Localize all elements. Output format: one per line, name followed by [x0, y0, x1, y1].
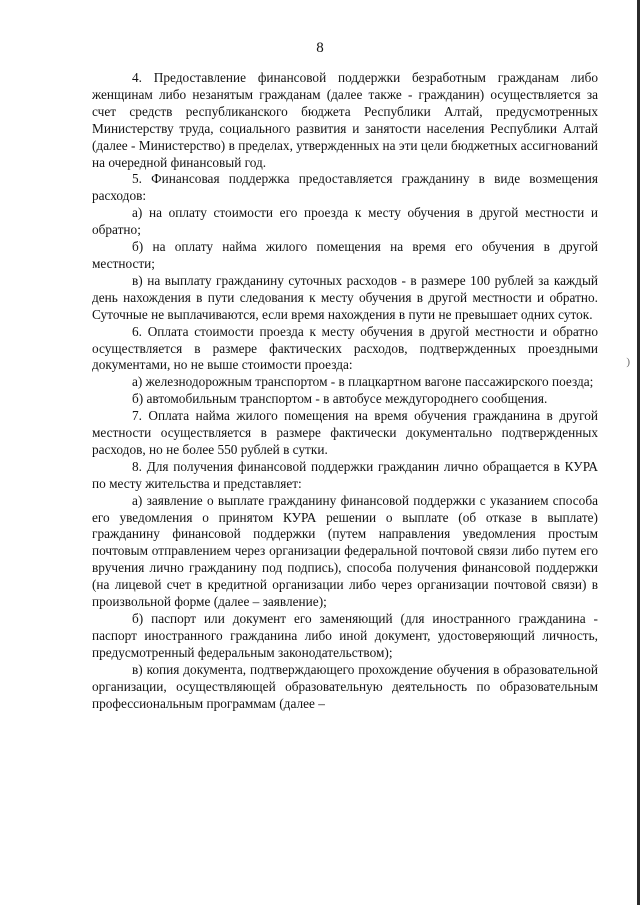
- paragraph-5-a: а) на оплату стоимости его проезда к месту обучения в другой местности и обратно;: [92, 205, 598, 238]
- paragraph-8-b: б) паспорт или документ его заменяющий (для иностранного гражданина - паспорт иностранного гражданина либо иной документ, удостоверяющий личность, предусмотренный федеральным законодательством);: [92, 611, 598, 660]
- paragraph-8-a: а) заявление о выплате гражданину финансовой поддержки с указанием способа его уведомления о принятом КУРА решении о выплате (об отказе в выплате) гражданину финансовой поддержки (путем направления уведомления простым почтовым отправлением через организации федеральной почтовой связи либо путем его вручения лично гражданину под подпись), способа получения финансовой поддержки (на лицевой счет в кредитной организации либо через организации почтовой связи) в произвольной форме (далее – заявление);: [92, 492, 598, 610]
- paragraph-5: 5. Финансовая поддержка предоставляется гражданину в виде возмещения расходов:: [92, 171, 598, 204]
- paragraph-6: 6. Оплата стоимости проезда к месту обучения в другой местности и обратно осуществляется в размере фактических расходов, подтвержденных проездными документами, но не выше стоимости проезда:: [92, 323, 598, 373]
- paragraph-6-a: а) железнодорожным транспортом - в плацкартном вагоне пассажирского поезда;: [132, 374, 594, 390]
- paragraph-5-v: в) на выплату гражданину суточных расходов - в размере 100 рублей за каждый день нахождения в пути следования к месту обучения в другой местности и обратно. Суточные не выплачиваются, если время нахождения в пути не превышает одних суток.: [92, 272, 598, 322]
- paragraph-6-b: б) автомобильным транспортом - в автобусе междугороднего сообщения.: [132, 391, 548, 407]
- paragraph-8-v: в) копия документа, подтверждающего прохождение обучения в образовательной организации, осуществляющей образовательную деятельность по образовательным профессиональным программам (далее –: [92, 661, 598, 711]
- paragraph-5-b: б) на оплату найма жилого помещения на время его обучения в другой местности;: [92, 239, 598, 271]
- paragraph-8: 8. Для получения финансовой поддержки гражданин лично обращается в КУРА по месту жительства и представляет:: [92, 458, 598, 491]
- scan-artifact-mark: ): [626, 356, 630, 368]
- page-number: 8: [316, 40, 324, 56]
- paragraph-7: 7. Оплата найма жилого помещения на время обучения гражданина в другой местности осуществляется в размере фактически документально подтвержденных расходов, но не более 550 рублей в сутки.: [92, 408, 598, 457]
- document-body: [92, 70, 598, 712]
- paragraph-4: 4. Предоставление финансовой поддержки безработным гражданам либо женщинам либо незанятым гражданам (далее также - гражданин) осуществляется за счет средств республиканского бюджета Республики Алтай, предусмотренных Министерству труда, социального развития и занятости населения Республики Алтай (далее - Министерство) в пределах, утвержденных на эти цели бюджетных ассигнований на очередной финансовый год.: [92, 70, 598, 170]
